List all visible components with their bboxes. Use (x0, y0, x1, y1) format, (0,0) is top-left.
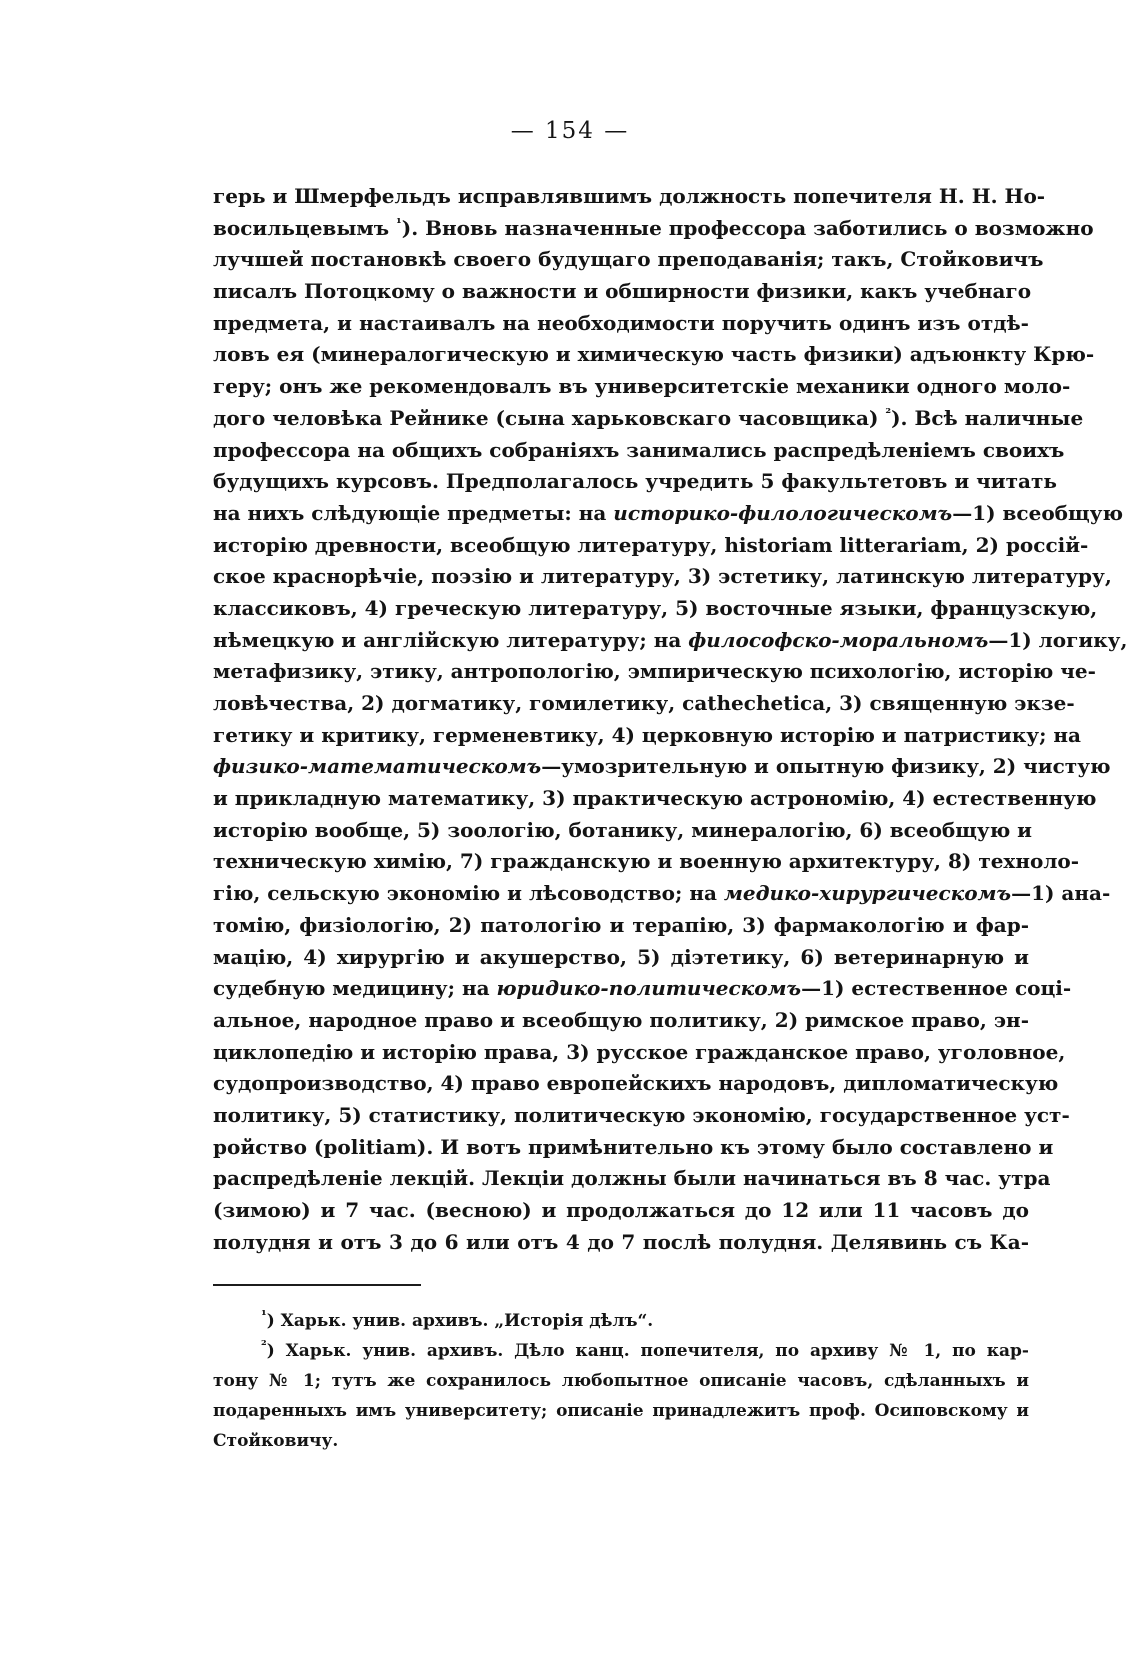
text-line: техническую химію, 7) гражданскую и военную архитектуру, 8) техноло- (213, 849, 1080, 874)
text-line: судопроизводство, 4) право европейскихъ народовъ, дипломатическую (213, 1071, 1059, 1096)
text-line: судебную медицину; на юридико-политическомъ—1) естественное соці- (213, 976, 1072, 1001)
footnote-ref: ² (885, 406, 892, 422)
text-line: циклопедію и исторію права, 3) русское гражданское право, уголовное, (213, 1039, 1066, 1064)
faculty-name: физико-математическомъ (213, 754, 542, 779)
footnote-ref: ¹ (396, 216, 402, 232)
faculty-name: медико-хирургическомъ (723, 881, 1012, 906)
footnote-1: $^{^1}$) Харьк. унив. архивъ. „Исторія дѣлъ“. (261, 1308, 654, 1331)
text-line: нѣмецкую и англійскую литературу; на философско-моральномъ—1) логику, (213, 627, 1128, 652)
page-number: — 154 — (510, 118, 630, 144)
footnote-2-line: тону № 1; тутъ же сохранилось любопытное описаніе часовъ, сдѣланныхъ и (213, 1371, 1029, 1391)
text-line: ловѣчества, 2) догматику, гомилетику, cathechetica, 3) священную экзе- (213, 691, 1075, 715)
text-line: метафизику, этику, антропологію, эмпирическую психологію, исторію че- (213, 659, 1096, 684)
text-line: исторію древности, всеобщую литературу, historiam litterariam, 2) россій- (213, 532, 1089, 557)
text-line: писалъ Потоцкому о важности и обширности физики, какъ учебнаго (213, 279, 1032, 304)
text-line: физико-математическомъ—умозрительную и опытную физику, 2) чистую (213, 754, 1111, 779)
text-line: предмета, и настаивалъ на необходимости поручить одинъ изъ отдѣ- (213, 310, 1029, 335)
text-line: классиковъ, 4) греческую литературу, 5) восточные языки, французскую, (213, 595, 1098, 620)
text-line: ское краснорѣчіе, поэзію и литературу, 3) эстетику, латинскую литературу, (213, 564, 1112, 589)
text-line: ройство (politiam). И вотъ примѣнительно къ этому было составлено и (213, 1134, 1054, 1159)
text-line: профессора на общихъ собраніяхъ занимались распредѣленіемъ своихъ (213, 437, 1065, 462)
text-line: дого человѣка Рейнике (сына харьковскаго часовщика) $^{^2}$). Всѣ наличные (213, 405, 1084, 430)
text-line: будущихъ курсовъ. Предполагалось учредить 5 факультетовъ и читать (213, 469, 1057, 494)
text-line: герь и Шмерфельдъ исправлявшимъ должность попечителя Н. Н. Но- (213, 184, 1046, 208)
text-line: исторію вообще, 5) зоологію, ботанику, минералогію, 6) всеобщую и (213, 817, 1033, 842)
faculty-name: философско-моральномъ (688, 627, 989, 652)
text-line: гетику и критику, герменевтику, 4) церковную исторію и патристику; на (213, 722, 1082, 747)
footnote-mark: ² (261, 1338, 267, 1354)
text-line: альное, народное право и всеобщую политику, 2) римское право, эн- (213, 1007, 1029, 1032)
text-line: восильцевымъ $^{^1}$). Вновь назначенные профессора заботились о возможно (213, 215, 1094, 240)
text-line: гію, сельскую экономію и лѣсоводство; на медико-хирургическомъ—1) ана- (213, 881, 1111, 906)
text-line: лучшей постановкѣ своего будущаго преподаванія; такъ, Стойковичъ (213, 247, 1044, 272)
text-line: геру; онъ же рекомендовалъ въ университетскіе механики одного моло- (213, 374, 1071, 399)
text-line: томію, физіологію, 2) патологію и терапію, 3) фармакологію и фар- (213, 912, 1029, 937)
footnote-divider (213, 1284, 421, 1286)
faculty-name: историко-филологическомъ (613, 500, 953, 525)
text-line: и прикладную математику, 3) практическую астрономію, 4) естественную (213, 786, 1097, 811)
text-line: распредѣленіе лекцій. Лекціи должны были начинаться въ 8 час. утра (213, 1166, 1051, 1191)
footnote-2: $^{^2}$) Харьк. унив. архивъ. Дѣло канц. попечителя, по архиву № 1, по кар- (261, 1338, 1029, 1361)
text-line: на нихъ слѣдующіе предметы: на историко-филологическомъ—1) всеобщую (213, 500, 1123, 525)
text-line: (зимою) и 7 час. (весною) и продолжаться до 12 или 11 часовъ до (213, 1198, 1029, 1222)
footnote-2-line: Стойковичу. (213, 1431, 339, 1451)
text-line: ловъ ея (минералогическую и химическую часть физики) адъюнкту Крю- (213, 342, 1095, 367)
footnotes (213, 1306, 1029, 1456)
text-line: политику, 5) статистику, политическую экономію, государственное уст- (213, 1102, 1070, 1127)
faculty-name: юридико-политическомъ (496, 976, 802, 1001)
text-line: полудня и отъ 3 до 6 или отъ 4 до 7 послѣ полудня. Делявинь съ Ка- (213, 1229, 1029, 1254)
footnote-mark: ¹ (261, 1308, 267, 1324)
text-line: мацію, 4) хирургію и акушерство, 5) діэтетику, 6) ветеринарную и (213, 944, 1029, 969)
footnote-2-line: подаренныхъ имъ университету; описаніе принадлежитъ проф. Осиповскому и (213, 1401, 1029, 1421)
body-text (213, 181, 1128, 1258)
